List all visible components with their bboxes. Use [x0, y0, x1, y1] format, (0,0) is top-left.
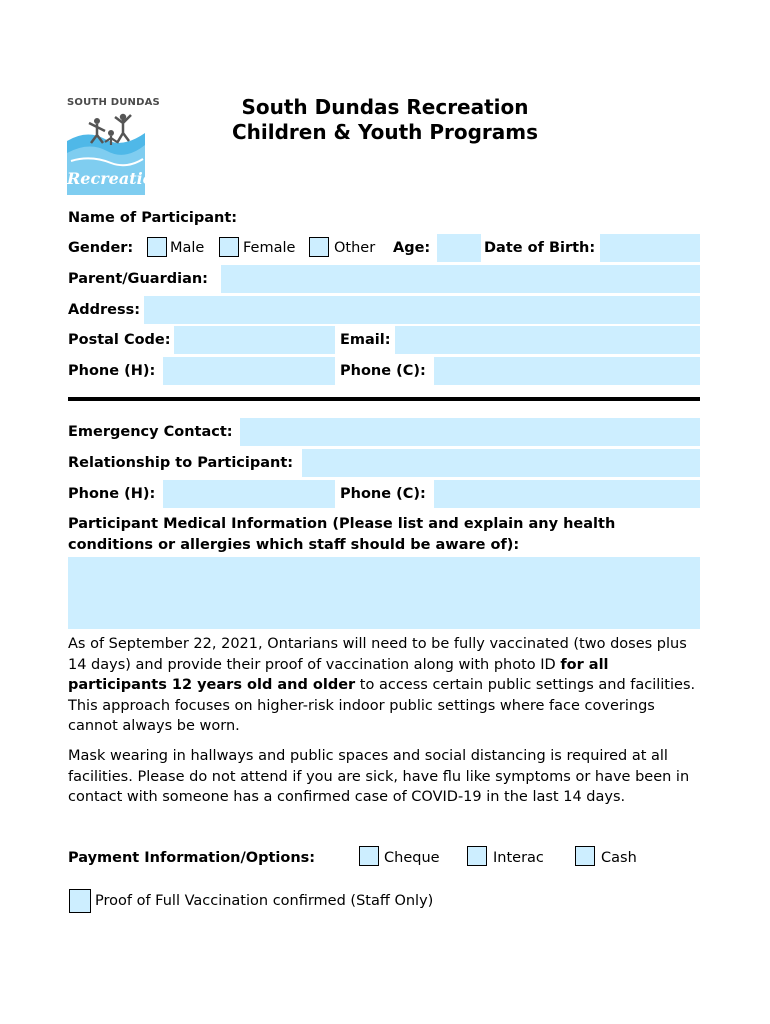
gender-other-checkbox[interactable]: [309, 237, 329, 257]
payment-cheque-checkbox[interactable]: [359, 846, 379, 866]
staff-vaccination-checkbox[interactable]: [69, 889, 91, 913]
staff-vaccination-label: Proof of Full Vaccination confirmed (Staff Only): [95, 893, 434, 909]
vaccination-notice: [68, 634, 708, 737]
address-label: Address:: [68, 302, 141, 318]
payment-interac-checkbox[interactable]: [467, 846, 487, 866]
phone-cell-label: Phone (C):: [340, 363, 426, 379]
relationship-field[interactable]: [302, 449, 700, 477]
email-label: Email:: [340, 332, 391, 348]
gender-male-checkbox[interactable]: [147, 237, 167, 257]
dob-label: Date of Birth:: [484, 240, 596, 256]
phone-cell-field[interactable]: [434, 357, 700, 385]
phone-home-label: Phone (H):: [68, 363, 156, 379]
emergency-phone-cell-label: Phone (C):: [340, 486, 426, 502]
mask-notice: Mask wearing in hallways and public spaces and social distancing is required at all facilities. Please do not attend if you are sick, have flu like symptoms or have been in contact with someone has a confirmed case of COVID-19 in the last 14 days.: [68, 748, 690, 805]
medical-info-label-line1: Participant Medical Information (Please list and explain any health: [68, 516, 616, 532]
postal-code-label: Postal Code:: [68, 332, 171, 348]
age-field[interactable]: [437, 234, 481, 262]
payment-interac-label: Interac: [493, 850, 544, 866]
gender-female-label: Female: [243, 240, 296, 256]
logo-script-text: Recreation: [67, 169, 165, 188]
emergency-phone-cell-field[interactable]: [434, 480, 700, 508]
age-label: Age:: [393, 240, 431, 256]
section-divider: [68, 397, 700, 401]
form-title-line2: Children & Youth Programs: [231, 120, 539, 144]
emergency-contact-field[interactable]: [240, 418, 700, 446]
payment-cheque-label: Cheque: [384, 850, 440, 866]
gender-other-label: Other: [334, 240, 376, 256]
vaccination-notice-text-1: As of September 22, 2021, Ontarians will need to be fully vaccinated (two doses plus 14 days) and provide their proof of vaccination along with photo ID: [68, 636, 687, 673]
emergency-phone-home-label: Phone (H):: [68, 486, 156, 502]
participant-name-label: Name of Participant:: [68, 210, 238, 226]
relationship-label: Relationship to Participant:: [68, 455, 294, 471]
vaccination-notice-text-2: to access certain public settings and facilities. This approach focuses on higher-risk indoor public settings where face coverings cannot always be worn.: [68, 677, 696, 734]
phone-home-field[interactable]: [163, 357, 335, 385]
guardian-field[interactable]: [221, 265, 700, 293]
gender-label: Gender:: [68, 240, 134, 256]
medical-info-label-line2: conditions or allergies which staff should be aware of):: [68, 537, 520, 553]
email-field[interactable]: [395, 326, 700, 354]
logo-top-text: SOUTH DUNDAS: [67, 97, 160, 108]
emergency-contact-label: Emergency Contact:: [68, 424, 233, 440]
medical-info-field[interactable]: [68, 557, 700, 629]
payment-cash-checkbox[interactable]: [575, 846, 595, 866]
gender-female-checkbox[interactable]: [219, 237, 239, 257]
guardian-label: Parent/Guardian:: [68, 271, 208, 287]
postal-code-field[interactable]: [174, 326, 335, 354]
emergency-phone-home-field[interactable]: [163, 480, 335, 508]
dob-field[interactable]: [600, 234, 700, 262]
payment-label: Payment Information/Options:: [68, 850, 316, 866]
payment-cash-label: Cash: [601, 850, 637, 866]
address-field[interactable]: [144, 296, 700, 324]
form-title-line1: South Dundas Recreation: [241, 95, 529, 119]
gender-male-label: Male: [170, 240, 205, 256]
vaccination-notice-bold: for all participants 12 years old and older: [68, 656, 609, 693]
